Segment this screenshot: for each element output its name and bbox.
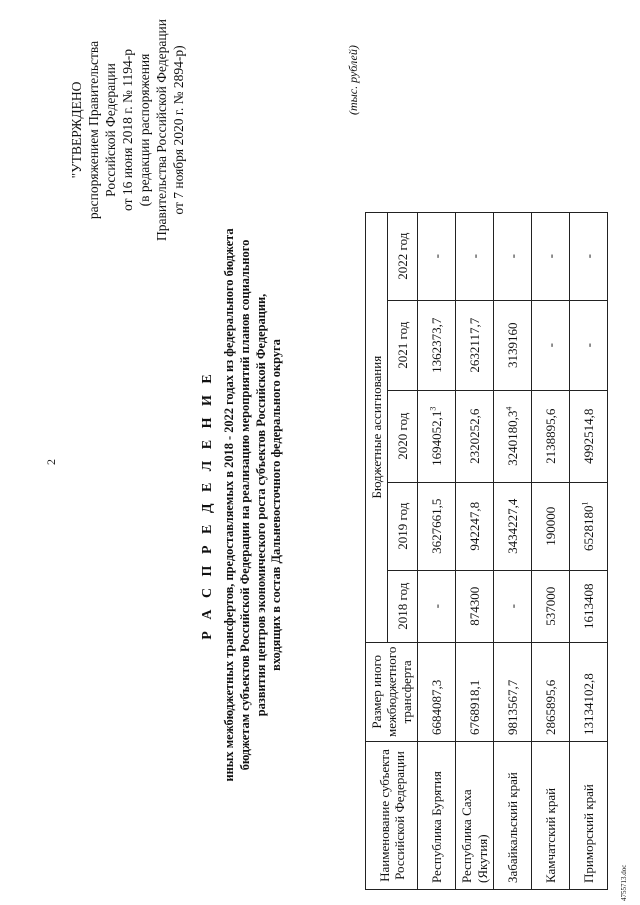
approval-line: от 7 ноября 2020 г. № 2894-р) xyxy=(171,45,186,215)
cell-2022: - xyxy=(456,212,494,300)
header-year: 2022 год xyxy=(388,212,418,300)
approval-line: Правительства Российской Федерации xyxy=(154,19,169,241)
cell-2021: 3139160 xyxy=(494,300,532,390)
header-budget-group: Бюджетные ассигнования xyxy=(366,212,388,642)
footnote-mark: 1 xyxy=(580,501,590,506)
cell-subject: Забайкальский край xyxy=(494,742,532,890)
table-row xyxy=(456,212,494,889)
allocation-table xyxy=(365,212,608,890)
header-year: 2019 год xyxy=(388,482,418,570)
table-row xyxy=(570,212,608,889)
approval-stamp xyxy=(68,0,187,260)
approval-line: Российской Федерации xyxy=(103,63,118,197)
cell-2020: 4992514,8 xyxy=(570,390,608,482)
cell-size: 13134102,8 xyxy=(570,642,608,741)
cell-2022: - xyxy=(570,212,608,300)
approval-line: "УТВЕРЖДЕНО xyxy=(69,81,84,179)
table-row xyxy=(494,212,532,889)
header-subject: Наименование субъекта Российской Федерации xyxy=(366,742,418,890)
cell-2021: - xyxy=(532,300,570,390)
header-year: 2021 год xyxy=(388,300,418,390)
footer-filename: 4755713.doc xyxy=(620,864,628,901)
table-row xyxy=(418,212,456,889)
cell-2019 xyxy=(570,482,608,570)
subtitle-line: иных межбюджетных трансфертов, предоставляемых в 2018 - 2022 годах из федерального бюджета xyxy=(222,228,236,782)
subtitle-line: входящих в состав Дальневосточного федерального округа xyxy=(269,339,284,671)
header-year: 2018 год xyxy=(388,570,418,642)
cell-2018: 874300 xyxy=(456,570,494,642)
cell-2022: - xyxy=(418,212,456,300)
cell-2018: 1613408 xyxy=(570,570,608,642)
approval-line: от 16 июня 2018 г. № 1194-р xyxy=(120,49,135,211)
page-number: 2 xyxy=(44,459,58,465)
cell-2019: 942247,8 xyxy=(456,482,494,570)
header-size: Размер иного межбюджетного трансферта xyxy=(366,642,418,741)
cell-2020 xyxy=(418,390,456,482)
cell-value: 3240180,3 xyxy=(504,410,520,466)
cell-value: 1694052,1 xyxy=(428,410,444,466)
subtitle-line: бюджетам субъектов Российской Федерации на реализацию мероприятий планов социального xyxy=(237,239,252,771)
cell-value: 6528180 xyxy=(580,505,596,551)
cell-2021: - xyxy=(570,300,608,390)
approval-line: (в редакции распоряжения xyxy=(137,53,152,207)
cell-2022: - xyxy=(532,212,570,300)
cell-2021: 1362373,7 xyxy=(418,300,456,390)
cell-size: 2865895,6 xyxy=(532,642,570,741)
footnote-mark: 4 xyxy=(504,406,514,411)
cell-2018: 537000 xyxy=(532,570,570,642)
cell-2020: 2138895,6 xyxy=(532,390,570,482)
approval-line: распоряжением Правительства xyxy=(86,40,101,220)
cell-2018: - xyxy=(418,570,456,642)
cell-subject: Республика Саха (Якутия) xyxy=(456,742,494,890)
footnote-mark: 3 xyxy=(428,406,438,411)
cell-size: 9813567,7 xyxy=(494,642,532,741)
cell-subject: Республика Бурятия xyxy=(418,742,456,890)
header-year: 2020 год xyxy=(388,390,418,482)
cell-2018: - xyxy=(494,570,532,642)
cell-2020: 2320252,6 xyxy=(456,390,494,482)
document-title: Р А С П Р Е Д Е Л Е Н И Е xyxy=(200,370,215,640)
cell-2019: 3627661,5 xyxy=(418,482,456,570)
cell-subject: Приморский край xyxy=(570,742,608,890)
cell-2020 xyxy=(494,390,532,482)
cell-size: 6768918,1 xyxy=(456,642,494,741)
cell-2022: - xyxy=(494,212,532,300)
cell-2019: 3434227,4 xyxy=(494,482,532,570)
cell-2021: 2632117,7 xyxy=(456,300,494,390)
table-row xyxy=(532,212,570,889)
cell-2019: 190000 xyxy=(532,482,570,570)
cell-size: 6684087,3 xyxy=(418,642,456,741)
cell-subject: Камчатский край xyxy=(532,742,570,890)
document-heading xyxy=(200,220,285,790)
unit-label: (тыс. рублей) xyxy=(346,45,360,115)
subtitle-line: развития центров экономического роста субъектов Российской Федерации, xyxy=(253,293,268,717)
